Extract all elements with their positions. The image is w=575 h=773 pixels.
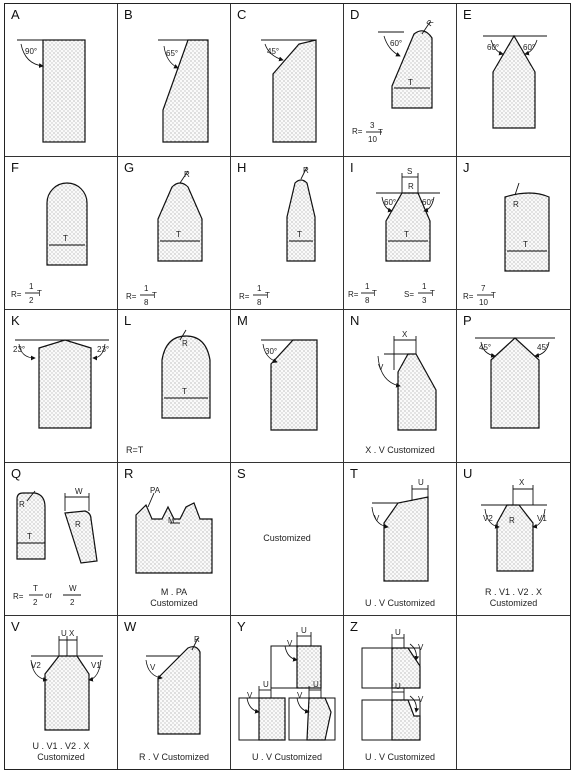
caption: R . V1 . V2 . X Customized [484, 587, 543, 608]
formula-num: 1 [29, 282, 34, 291]
formula2-lhs: S= [404, 290, 415, 299]
cell-letter: Y [237, 619, 246, 634]
dim-label: R [182, 339, 188, 348]
cell-v [5, 616, 118, 769]
cell-letter: F [11, 160, 19, 175]
dim-label: V [378, 363, 384, 372]
cell-letter: R [124, 466, 134, 481]
cell-empty [457, 616, 570, 769]
dim-label: U [263, 680, 269, 689]
formula-var: T [491, 291, 496, 300]
dim-label: U [395, 628, 401, 637]
cell-e [457, 4, 570, 157]
formula2-num: 1 [422, 282, 427, 291]
dim-label: T [27, 532, 32, 541]
dim-label: R [75, 520, 81, 529]
angle-label: 30° [265, 347, 278, 356]
shape-m-diagram [231, 310, 344, 463]
caption: X . V Customized [365, 445, 435, 455]
formula-den: 2 [29, 296, 34, 305]
shape-w-diagram [118, 616, 231, 769]
dim-label: R [424, 18, 436, 28]
formula2-den: 3 [422, 296, 427, 305]
shape-p-diagram [457, 310, 570, 463]
cell-u [457, 463, 570, 616]
dim-label: X [402, 330, 408, 339]
cell-letter: H [237, 160, 247, 175]
dim-label: PA [150, 486, 161, 495]
formula-lhs: R= [239, 292, 250, 301]
cell-letter: B [124, 7, 133, 22]
dim-label: T [63, 234, 68, 243]
cell-q [5, 463, 118, 616]
cell-z [344, 616, 457, 769]
caption: U . V1 . V2 . X Customized [32, 741, 90, 762]
dim-label: R [408, 182, 414, 191]
cell-letter: W [124, 619, 137, 634]
cell-t [344, 463, 457, 616]
angle-label: 23° [97, 345, 110, 354]
caption: U . V Customized [251, 752, 323, 762]
cell-letter: A [11, 7, 20, 22]
formula-lhs: R= [352, 127, 363, 136]
formula2-den: 2 [70, 598, 75, 607]
formula2-var: T [430, 289, 435, 298]
shape-q-diagram [5, 463, 118, 616]
shape-h-diagram [231, 157, 344, 310]
formula-var: T [152, 291, 157, 300]
shape-f-diagram [5, 157, 118, 310]
dim-label: R [513, 200, 519, 209]
cell-b [118, 4, 231, 157]
shape-j-diagram [457, 157, 570, 310]
shape-y-diagram [231, 616, 344, 769]
cell-letter: L [124, 313, 132, 328]
shape-i-diagram [344, 157, 457, 310]
cell-m [231, 310, 344, 463]
dim-label: V2 [483, 514, 493, 523]
cell-letter: J [463, 160, 470, 175]
angle-label: 60° [487, 43, 500, 52]
formula-num: 1 [257, 284, 262, 293]
angle-label: 45° [267, 47, 280, 56]
formula-num: 3 [370, 121, 375, 130]
cell-letter: N [350, 313, 360, 328]
cell-a [5, 4, 118, 157]
shape-e-diagram [457, 4, 570, 157]
cell-letter: M [237, 313, 248, 328]
shape-k-diagram [5, 310, 118, 463]
cell-letter: D [350, 7, 360, 22]
angle-label: 60° [523, 43, 536, 52]
angle-label: 60° [390, 39, 403, 48]
caption: R . V Customized [138, 752, 210, 762]
dim-label: R [184, 170, 190, 179]
dim-label: U [418, 478, 424, 487]
formula-den: 10 [479, 298, 488, 307]
cell-c [231, 4, 344, 157]
dim-label: T [523, 240, 528, 249]
customized-label: Customized [263, 533, 311, 543]
formula-lhs: R= [126, 292, 137, 301]
shape-d-diagram [344, 4, 457, 157]
formula-or: or [45, 591, 53, 600]
cell-g [118, 157, 231, 310]
dim-label: V [374, 514, 380, 523]
dim-label: U [313, 680, 319, 689]
angle-label: 60° [384, 198, 397, 207]
cell-l [118, 310, 231, 463]
formula-var: T [378, 128, 383, 137]
cell-p [457, 310, 570, 463]
formula-lhs: R= [463, 292, 474, 301]
cell-r [118, 463, 231, 616]
cell-s [231, 463, 344, 616]
formula-lhs: R= [11, 290, 22, 299]
formula-lhs: R= [13, 592, 24, 601]
dim-label: T [404, 230, 409, 239]
cell-letter: V [11, 619, 20, 634]
dim-label: T [182, 387, 187, 396]
formula-var: T [265, 291, 270, 300]
cell-d [344, 4, 457, 157]
formula-num: 1 [365, 282, 370, 291]
dim-label: V1 [91, 661, 101, 670]
dim-label: R [303, 166, 309, 175]
cell-f [5, 157, 118, 310]
shape-t-diagram [344, 463, 457, 616]
angle-label: 60° [422, 198, 435, 207]
angle-label: 90° [25, 47, 38, 56]
dim-label: V [418, 695, 424, 704]
angle-label: 45° [537, 343, 550, 352]
cell-y [231, 616, 344, 769]
dim-label: U [301, 626, 307, 635]
formula-num: 1 [144, 284, 149, 293]
caption: R=T [126, 445, 144, 455]
cell-w [118, 616, 231, 769]
dim-label: R [509, 516, 515, 525]
cell-letter: I [350, 160, 354, 175]
shape-b-diagram [118, 4, 231, 157]
cell-i [344, 157, 457, 310]
angle-label: 23° [13, 345, 26, 354]
cell-letter: C [237, 7, 247, 22]
dim-label: X [69, 629, 75, 638]
cell-j [457, 157, 570, 310]
dim-label: V [150, 663, 156, 672]
angle-label: 45° [479, 343, 492, 352]
formula-den: 10 [368, 135, 377, 144]
tool-shape-grid [4, 3, 571, 770]
formula-den: 2 [33, 598, 38, 607]
dim-label: V [418, 643, 424, 652]
cell-letter: U [463, 466, 473, 481]
shape-z-diagram [344, 616, 457, 769]
dim-label: R [19, 500, 25, 509]
dim-label: T [176, 230, 181, 239]
shape-a-diagram [5, 4, 118, 157]
cell-letter: Q [11, 466, 22, 481]
shape-l-diagram [118, 310, 231, 463]
dim-label: X [519, 478, 525, 487]
dim-label: T [297, 230, 302, 239]
cell-letter: Z [350, 619, 358, 634]
formula-num: T [33, 584, 38, 593]
dim-label: V [287, 639, 293, 648]
shape-n-diagram [344, 310, 457, 463]
caption: U . V Customized [364, 752, 436, 762]
cell-letter: S [237, 466, 246, 481]
dim-label: T [408, 78, 413, 87]
cell-letter: E [463, 7, 472, 22]
shape-c-diagram [231, 4, 344, 157]
formula-den: 8 [257, 298, 262, 307]
dim-label: W [75, 487, 83, 496]
dim-label: S [407, 167, 413, 176]
cell-letter: P [463, 313, 472, 328]
formula-num: 7 [481, 284, 486, 293]
dim-label: V2 [31, 661, 41, 670]
dim-label: V [247, 691, 253, 700]
formula-lhs: R= [348, 290, 359, 299]
cell-k [5, 310, 118, 463]
formula-den: 8 [365, 296, 370, 305]
dim-label: U [395, 682, 401, 691]
dim-label: U [61, 629, 67, 638]
cell-letter: T [350, 466, 358, 481]
dim-label: R [194, 635, 200, 644]
cell-n [344, 310, 457, 463]
formula-var: T [37, 289, 42, 298]
caption: U . V Customized [364, 598, 436, 608]
cell-letter: G [124, 160, 135, 175]
cell-letter: K [11, 313, 20, 328]
formula-var: T [372, 289, 377, 298]
dim-label: M [168, 516, 175, 525]
angle-label: 65° [166, 49, 179, 58]
dim-label: V [297, 691, 303, 700]
cell-h [231, 157, 344, 310]
formula-den: 8 [144, 298, 149, 307]
formula2-num: W [69, 584, 77, 593]
shape-g-diagram [118, 157, 231, 310]
caption: M . PA Customized [150, 587, 198, 608]
dim-label: V1 [537, 514, 547, 523]
